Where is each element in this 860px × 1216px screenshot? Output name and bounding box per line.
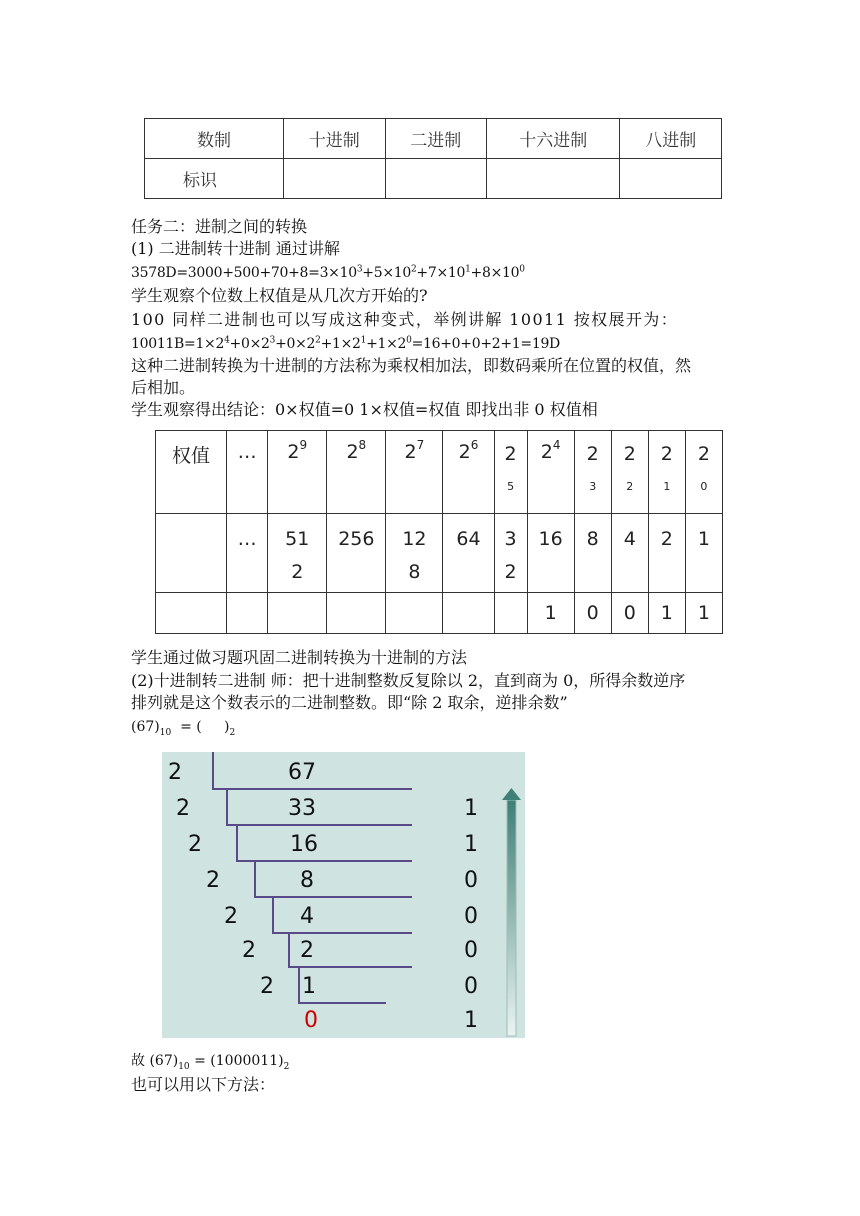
divisor-label: 2 [260, 974, 274, 999]
division-diagram [162, 752, 525, 1038]
table-cell [443, 593, 494, 634]
power-cell: 2 1 [648, 431, 685, 514]
task-heading: 任务二：进制之间的转换 [131, 217, 308, 236]
value-cell: 256 [327, 514, 386, 593]
value-cell: 4 [611, 514, 648, 593]
value-cell: 32 [494, 514, 527, 593]
division-bracket [254, 860, 256, 896]
result-expression: 故 $(67)_{10} = (1000011)_2$ [131, 1053, 290, 1072]
table-header-cell: 十六进制 [487, 119, 620, 159]
digit-cell: 1 [527, 593, 574, 634]
division-bracket [254, 896, 412, 898]
power-cell: 2 3 [574, 431, 611, 514]
remainder-value: 1 [464, 832, 478, 857]
power-cell: $2^4$ [527, 431, 574, 514]
power-cell: $2^7$ [386, 431, 443, 514]
division-bracket [272, 932, 412, 934]
table-cell [386, 593, 443, 634]
table-row [145, 159, 722, 199]
quotient-value: 33 [288, 796, 316, 821]
table-cell [156, 593, 227, 634]
divisor-label: 2 [176, 796, 190, 821]
remainder-value: 0 [464, 904, 478, 929]
division-bracket [298, 1002, 386, 1004]
division-bracket [226, 788, 228, 824]
table-cell [268, 593, 327, 634]
digit-cell: 0 [611, 593, 648, 634]
quotient-value: 67 [288, 760, 316, 785]
table-row [156, 593, 723, 634]
value-cell: 16 [527, 514, 574, 593]
remainder-value: 1 [464, 1008, 478, 1033]
section-heading-1: (1) 二进制转十进制 通过讲解 [131, 239, 340, 258]
paragraph-text: 后相加。 [131, 378, 196, 397]
division-bracket [236, 824, 238, 860]
number-system-table [144, 118, 722, 199]
table-cell [494, 593, 527, 634]
division-bracket [212, 752, 214, 788]
quotient-value: 2 [300, 938, 314, 963]
table-cell: … [227, 514, 268, 593]
table-cell [487, 159, 620, 199]
table-cell [385, 159, 486, 199]
remainder-value: 0 [464, 974, 478, 999]
digit-cell: 1 [685, 593, 722, 634]
power-cell: 2 2 [611, 431, 648, 514]
power-cell: $2^6$ [443, 431, 494, 514]
table-row-label: 标识 [145, 159, 284, 199]
table-header-cell: 八进制 [620, 119, 722, 159]
table-row [156, 431, 723, 514]
division-bracket [272, 896, 274, 932]
digit-cell: 0 [574, 593, 611, 634]
table-cell [284, 159, 385, 199]
paragraph-text: 排列就是这个数表示的二进制整数。即“除 2 取余，逆排余数” [131, 693, 568, 712]
table-row [145, 119, 722, 159]
division-bracket [212, 788, 412, 790]
quotient-value: 1 [302, 974, 316, 999]
division-bracket [226, 824, 412, 826]
example-expression: $(67)_{10}$ = ( )$_2$ [131, 719, 236, 738]
divisor-label: 2 [242, 938, 256, 963]
equation-decimal-expansion: $3578D=3000+500+70+8=3\times 10^3+5\times 10^2+7\times 10^1+8\times 10^0$ [131, 264, 525, 281]
value-cell: 512 [268, 514, 327, 593]
division-bracket [288, 966, 412, 968]
remainder-value: 0 [464, 868, 478, 893]
quotient-value: 16 [290, 832, 318, 857]
value-cell: 128 [386, 514, 443, 593]
table-header-cell: 十进制 [284, 119, 385, 159]
question-text: 学生观察个位数上权值是从几次方开始的? [131, 286, 428, 305]
power-cell: 2 0 [685, 431, 722, 514]
divisor-label: 2 [206, 868, 220, 893]
table-cell [327, 593, 386, 634]
table-header-cell: 数制 [145, 119, 284, 159]
divisor-label: 2 [168, 760, 182, 785]
remainder-value: 1 [464, 796, 478, 821]
paragraph-text: 100 同样二进制也可以写成这种变式，举例讲解 10011 按权展开为： [131, 310, 679, 329]
quotient-value: 8 [300, 868, 314, 893]
paragraph-text: 也可以用以下方法： [131, 1075, 276, 1094]
table-cell: … [227, 431, 268, 514]
division-bracket [236, 860, 412, 862]
power-cell: $2^8$ [327, 431, 386, 514]
final-quotient-value: 0 [304, 1008, 318, 1033]
up-arrow-icon [500, 786, 524, 1038]
value-cell: 1 [685, 514, 722, 593]
remainder-value: 0 [464, 938, 478, 963]
table-cell [620, 159, 722, 199]
table-cell [156, 514, 227, 593]
table-header-cell: 二进制 [385, 119, 486, 159]
paragraph-text: 这种二进制转换为十进制的方法称为乘权相加法，即数码乘所在位置的权值，然 [131, 356, 692, 375]
table-cell [227, 593, 268, 634]
conclusion-text: 学生观察得出结论：0×权值=0 1×权值=权值 即找出非 0 权值相 [131, 400, 598, 419]
weight-table [155, 430, 723, 634]
value-cell: 2 [648, 514, 685, 593]
table-row [156, 514, 723, 593]
division-bracket [298, 966, 300, 1002]
divisor-label: 2 [188, 832, 202, 857]
table-row-label: 权值 [156, 431, 227, 514]
divisor-label: 2 [224, 904, 238, 929]
power-cell: $2^9$ [268, 431, 327, 514]
value-cell: 64 [443, 514, 494, 593]
power-cell: 2 5 [494, 431, 527, 514]
value-cell: 8 [574, 514, 611, 593]
quotient-value: 4 [300, 904, 314, 929]
division-bracket [288, 932, 290, 966]
section-heading-2: (2)十进制转二进制 师：把十进制整数反复除以 2，直到商为 0，所得余数逆序 [131, 671, 686, 690]
equation-binary-expansion: $10011B=1\times 2^4+0\times 2^3+0\times 2^2+1\times 2^1+1\times 2^0=16+0+0+2+1=19D$ [131, 335, 560, 352]
digit-cell: 1 [648, 593, 685, 634]
practice-text: 学生通过做习题巩固二进制转换为十进制的方法 [131, 648, 468, 667]
